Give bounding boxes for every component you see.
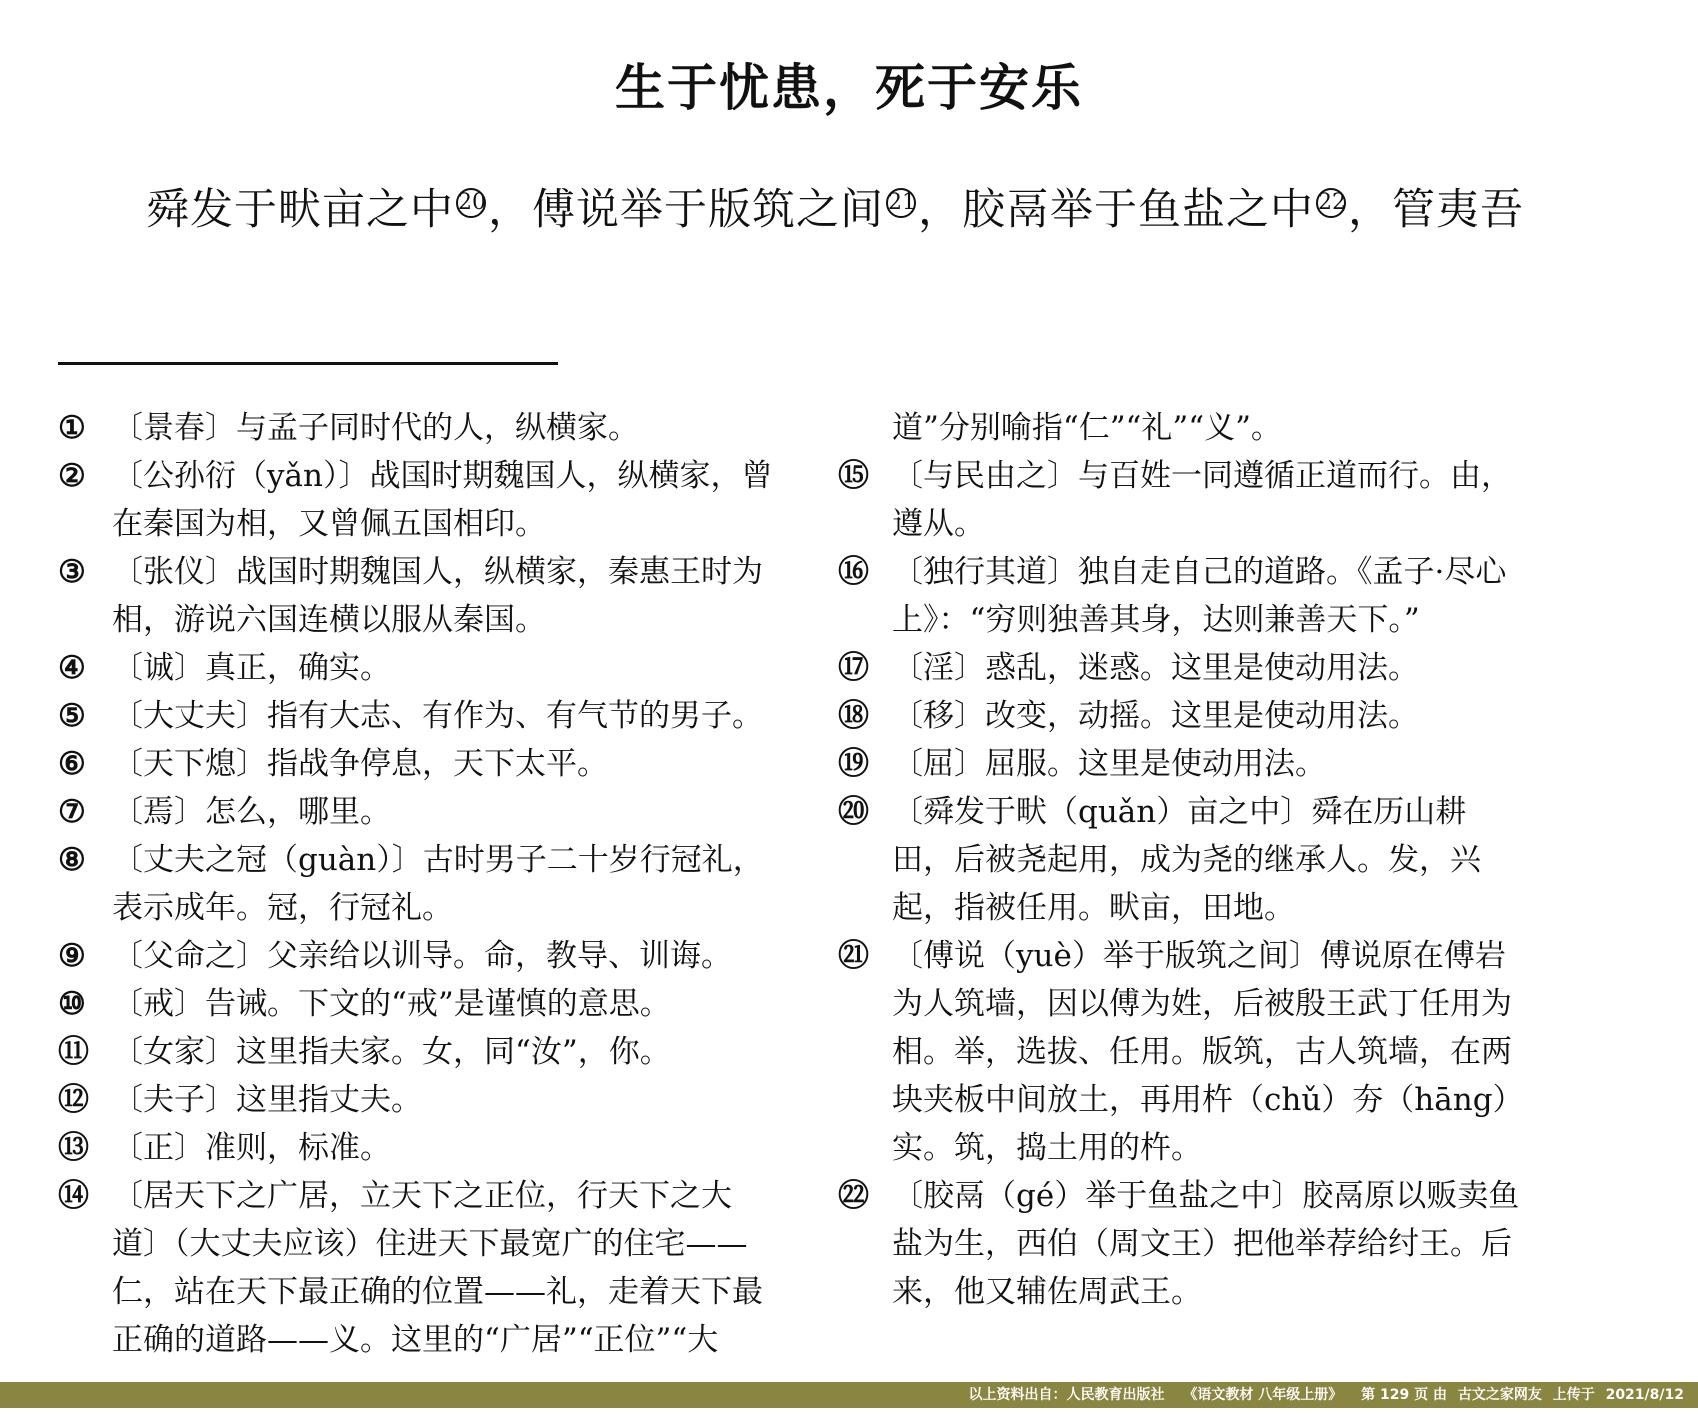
footnote <box>58 452 778 548</box>
footnote-text: 〔与民由之〕与百姓一同遵循正道而行。由，遵从。 <box>892 458 1512 542</box>
footnote-number: ⑭ <box>58 1178 89 1214</box>
footnote <box>838 788 1528 932</box>
footnote-number: ⑩ <box>58 986 86 1022</box>
footnote-number: ② <box>58 458 86 494</box>
footnote-number: ⑲ <box>838 746 869 782</box>
footnote-text: 〔景春〕与孟子同时代的人，纵横家。 <box>112 410 639 446</box>
main-text-line <box>146 176 1546 237</box>
footnote-number: ① <box>58 410 86 446</box>
text-segment: 舜发于畎亩之中 <box>146 185 454 235</box>
footnote <box>58 1124 778 1172</box>
footnote <box>58 788 778 836</box>
footnote-number: ⑪ <box>58 1034 89 1070</box>
footnote <box>838 692 1528 740</box>
footnote-number: ⑤ <box>58 698 86 734</box>
footnote-text: 〔舜发于畎（quǎn）亩之中〕舜在历山耕田，后被尧起用，成为尧的继承人。发，兴起，指被任用。畎亩，田地。 <box>892 794 1481 926</box>
footnote-ref-20[interactable]: 20 <box>456 188 486 218</box>
footnote-number: ⑯ <box>838 554 869 590</box>
footnote-number: ④ <box>58 650 86 686</box>
footnote-number: ⑫ <box>58 1082 89 1118</box>
footnote-text: 〔正〕准则，标准。 <box>112 1130 391 1166</box>
footnote <box>58 692 778 740</box>
footnote-text: 〔戒〕告诫。下文的“戒”是谨慎的意思。 <box>112 986 671 1022</box>
footnote <box>838 452 1528 548</box>
footnote-text: 〔屈〕屈服。这里是使动用法。 <box>892 746 1326 782</box>
footnote-text: 〔夫子〕这里指丈夫。 <box>112 1082 422 1118</box>
footnote-text: 〔丈夫之冠（guàn）〕古时男子二十岁行冠礼，表示成年。冠，行冠礼。 <box>112 842 764 926</box>
footer-page: 第 129 页 由 <box>1361 1387 1447 1403</box>
text-segment: ，胶鬲举于鱼盐之中 <box>918 185 1314 235</box>
footnote-number: ⑳ <box>838 794 869 830</box>
footnote-number: ⑬ <box>58 1130 89 1166</box>
footnote-number: ㉒ <box>838 1178 869 1214</box>
footnote <box>838 548 1528 644</box>
footnote-text: 〔女家〕这里指夫家。女，同“汝”，你。 <box>112 1034 671 1070</box>
footnote-ref-22[interactable]: 22 <box>1316 188 1346 218</box>
footnote <box>838 1172 1528 1316</box>
footnote-text: 〔张仪〕战国时期魏国人，纵横家，秦惠王时为相，游说六国连横以服从秦国。 <box>112 554 763 638</box>
footnote-text: 〔诚〕真正，确实。 <box>112 650 391 686</box>
source-footer-bar <box>0 1382 1698 1408</box>
footnote-number: ㉑ <box>838 938 869 974</box>
footnote <box>58 932 778 980</box>
footnote-text: 〔胶鬲（gé）举于鱼盐之中〕胶鬲原以贩卖鱼盐为生，西伯（周文王）把他举荐给纣王。后来，他又辅佐周武王。 <box>892 1178 1520 1310</box>
footnote-text: 〔淫〕惑乱，迷惑。这里是使动用法。 <box>892 650 1419 686</box>
footnote <box>838 644 1528 692</box>
footnote <box>838 740 1528 788</box>
footnote-text: 〔移〕改变，动摇。这里是使动用法。 <box>892 698 1419 734</box>
footnote <box>58 1028 778 1076</box>
footer-book: 《语文教材 八年级上册》 <box>1183 1387 1343 1403</box>
footnote <box>58 404 778 452</box>
text-segment: ，傅说举于版筑之间 <box>488 185 884 235</box>
page-title: 生于忧患，死于安乐 <box>615 58 1083 117</box>
footnote-number: ⑱ <box>838 698 869 734</box>
footnote-text: 〔大丈夫〕指有大志、有作为、有气节的男子。 <box>112 698 763 734</box>
footnote-text: 〔独行其道〕独自走自己的道路。《孟子·尽心上》：“穷则独善其身，达则兼善天下。” <box>892 554 1507 638</box>
footnote-text: 〔焉〕怎么，哪里。 <box>112 794 391 830</box>
footnote-text: 〔天下熄〕指战争停息，天下太平。 <box>112 746 608 782</box>
footnote-text: 〔傅说（yuè）举于版筑之间〕傅说原在傅岩为人筑墙，因以傅为姓，后被殷王武丁任用为相。举，选拔、任用。版筑，古人筑墙，在两块夹板中间放土，再用杵（chǔ）夯（hāng）实。筑，捣土用的杵。 <box>892 938 1524 1166</box>
notes-left-column <box>58 404 778 1364</box>
footer-site[interactable]: 古文之家网友 <box>1457 1387 1542 1403</box>
footnote-number: ⑥ <box>58 746 86 782</box>
footer-upload: 上传于 <box>1552 1387 1595 1403</box>
footer-source: 以上资料出自：人民教育出版社 <box>968 1387 1165 1403</box>
notes-right-column <box>838 404 1528 1316</box>
footnote <box>58 980 778 1028</box>
footnote-number: ⑧ <box>58 842 86 878</box>
footnote-number: ③ <box>58 554 86 590</box>
footnote <box>58 548 778 644</box>
footnote-number: ⑦ <box>58 794 86 830</box>
footnote <box>58 836 778 932</box>
footnote <box>58 1076 778 1124</box>
footnote-number: ⑮ <box>838 458 869 494</box>
footnote <box>58 1172 778 1364</box>
footnote-number: ⑨ <box>58 938 86 974</box>
footnote-continuation: 道”分别喻指“仁”“礼”“义”。 <box>892 410 1282 446</box>
footnote <box>838 932 1528 1172</box>
footer-date: 2021/8/12 <box>1605 1387 1684 1403</box>
footnote <box>58 740 778 788</box>
footnote-number: ⑰ <box>838 650 869 686</box>
footnote-text: 〔父命之〕父亲给以训导。命，教导、训诲。 <box>112 938 732 974</box>
footnote <box>58 644 778 692</box>
footnote-ref-21[interactable]: 21 <box>886 188 916 218</box>
footnote-divider <box>58 362 558 365</box>
footnote-text: 〔居天下之广居，立天下之正位，行天下之大道〕（大丈夫应该）住进天下最宽广的住宅——仁，站在天下最正确的位置——礼，走着天下最正确的道路——义。这里的“广居”“正位”“大 <box>112 1178 763 1358</box>
footnote-text: 〔公孙衍（yǎn）〕战国时期魏国人，纵横家，曾在秦国为相，又曾佩五国相印。 <box>112 458 773 542</box>
text-segment: ，管夷吾 <box>1348 185 1524 235</box>
